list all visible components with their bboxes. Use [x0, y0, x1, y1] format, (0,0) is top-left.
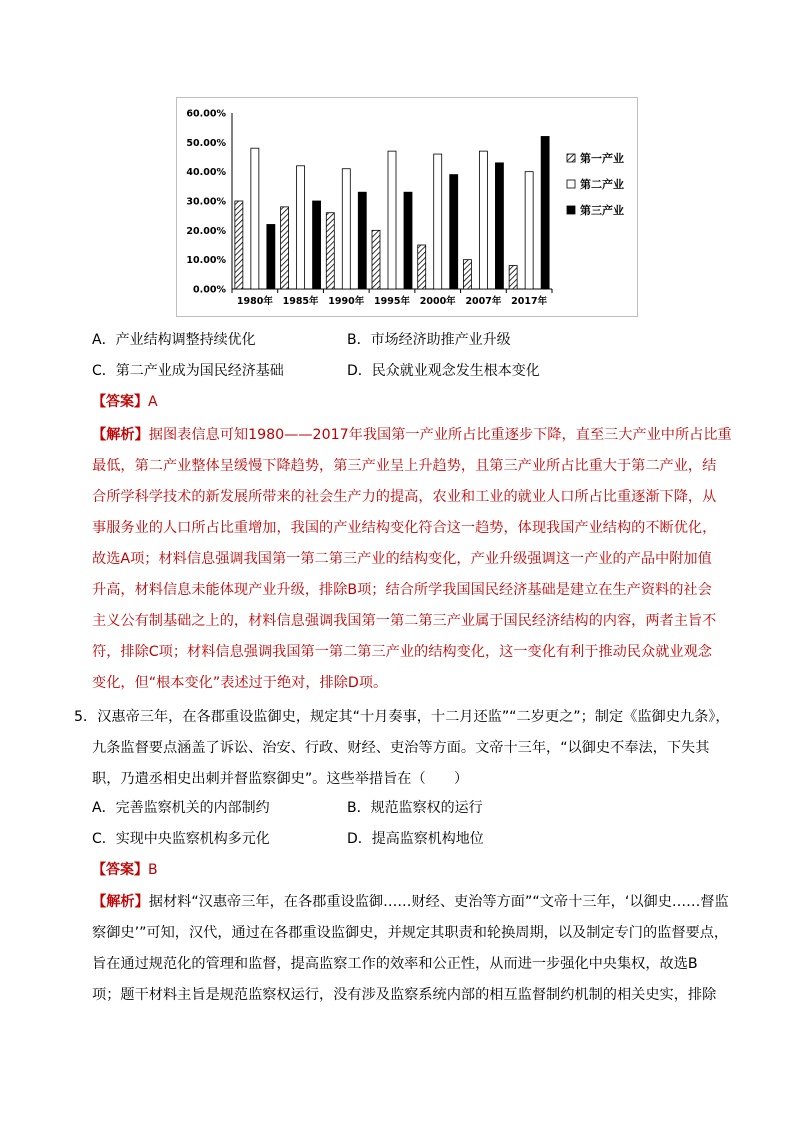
bar-3-2: [313, 201, 321, 289]
analysis-line: 察御史’”可知，汉代，通过在各郡重设监御史，并规定其职责和轮换周期，以及制定专门的监督要点，: [92, 925, 729, 941]
analysis-line: 【解析】据材料“汉惠帝三年，在各郡重设监御……财经、吏治等方面”“文帝十三年，‘以御史……督监: [92, 894, 729, 910]
bar-2-1: [251, 148, 259, 289]
analysis-line: 变化，但“根本变化”表述过于绝对，排除D项。: [92, 675, 388, 691]
bar-2-5: [434, 154, 442, 289]
q4-analysis: [92, 420, 732, 699]
bar-3-4: [404, 192, 412, 289]
x-tick-label: 2017年: [511, 296, 548, 307]
bar-chart-svg: [177, 98, 637, 316]
legend-swatch-1: [567, 154, 575, 162]
q5-option-a: A．完善监察机关的内部制约: [92, 800, 270, 816]
q4-option-a: A．产业结构调整持续优化: [92, 332, 256, 348]
analysis-tag: 【解析】: [92, 894, 149, 910]
analysis-line: 故选A项；材料信息强调我国第一第二第三产业的结构变化，产业升级强调这一产业的产品中附加值: [92, 551, 712, 567]
analysis-line: 主义公有制基础之上的，材料信息强调我国第一第二第三产业属于国民经济结构的内容，两者主旨不: [92, 613, 717, 629]
bar-2-6: [479, 151, 487, 289]
bar-3-6: [495, 163, 503, 289]
q5-stem: [74, 702, 730, 795]
y-tick-label: 40.00%: [186, 167, 226, 179]
y-tick-label: 50.00%: [186, 137, 226, 149]
q4-answer: [92, 392, 158, 412]
legend-label-3: 第三产业: [580, 204, 624, 217]
analysis-line: 最低，第二产业整体呈缓慢下降趋势，第三产业呈上升趋势，且第三产业所占比重大于第二产业，结: [92, 458, 717, 474]
bar-1-3: [326, 213, 334, 289]
chart-legend: [567, 151, 624, 217]
analysis-line: 合所学科学技术的新发展所带来的社会生产力的提高，农业和工业的就业人口所占比重逐渐下降，从: [92, 489, 717, 505]
q5-option-c: C．实现中央监察机构多元化: [92, 831, 270, 847]
bar-3-7: [541, 136, 549, 289]
y-tick-label: 30.00%: [186, 196, 226, 208]
analysis-tag: 【解析】: [92, 427, 149, 443]
answer-tag: 【答案】: [92, 394, 148, 410]
bar-1-5: [418, 245, 426, 289]
x-tick-label: 1990年: [328, 296, 365, 307]
bar-1-1: [235, 201, 243, 289]
stem-line: 5．汉惠帝三年，在各郡重设监御史，规定其“十月奏事，十二月还监”“二岁更之”；制定《监御史九条》，: [74, 709, 730, 725]
bar-1-4: [372, 230, 380, 289]
x-tick-label: 2000年: [419, 296, 456, 307]
analysis-line: 项；题干材料主旨是规范监察权运行，没有涉及监察系统内部的相互监督制约机制的相关史实，排除: [92, 987, 717, 1003]
q5-option-d: D．提高监察机构地位: [347, 831, 484, 847]
legend-label-2: 第二产业: [580, 178, 624, 191]
stem-line: 职，乃遣丞相史出刺并督监察御史”。这些举措旨在（ ）: [92, 771, 469, 787]
analysis-line: 符，排除C项；材料信息强调我国第一第二第三产业的结构变化，这一变化有利于推动民众就业观念: [92, 644, 712, 660]
analysis-line: 旨在通过规范化的管理和监督，提高监察工作的效率和公正性，从而进一步强化中央集权，故选B: [92, 956, 698, 972]
bar-1-7: [509, 266, 517, 289]
bar-2-4: [388, 151, 396, 289]
answer-tag: 【答案】: [92, 862, 148, 878]
x-tick-label: 1980年: [236, 296, 273, 307]
analysis-line: 【解析】据图表信息可知1980——2017年我国第一产业所占比重逐步下降，直至三大产业中所占比重: [92, 427, 732, 443]
analysis-line: 升高，材料信息未能体现产业升级，排除B项；结合所学我国国民经济基础是建立在生产资料的社会: [92, 582, 712, 598]
x-tick-label: 1985年: [282, 296, 319, 307]
y-tick-label: 60.00%: [186, 108, 226, 120]
legend-swatch-2: [567, 180, 575, 188]
q5-option-b: B．规范监察权的运行: [347, 800, 483, 816]
q4-option-c: C．第二产业成为国民经济基础: [92, 363, 284, 379]
q5-analysis: [92, 887, 729, 1011]
q4-option-d: D．民众就业观念发生根本变化: [347, 363, 540, 379]
bar-1-6: [463, 260, 471, 289]
legend-swatch-3: [567, 206, 575, 214]
bar-1-2: [281, 207, 289, 289]
bar-3-3: [358, 192, 366, 289]
q4-option-b: B．市场经济助推产业升级: [347, 332, 511, 348]
y-tick-label: 20.00%: [186, 225, 226, 237]
industry-structure-chart: [176, 97, 638, 317]
x-tick-label: 2007年: [465, 296, 502, 307]
x-tick-label: 1995年: [374, 296, 410, 307]
chart-bars: [235, 136, 549, 289]
q5-answer: [92, 860, 158, 880]
bar-2-2: [297, 166, 305, 289]
stem-line: 九条监督要点涵盖了诉讼、治安、行政、财经、吏治等方面。文帝十三年，“以御史不奉法，下失其: [92, 740, 710, 756]
answer-value: A: [148, 394, 158, 410]
y-tick-label: 0.00%: [193, 284, 226, 296]
legend-label-1: 第一产业: [580, 152, 624, 165]
bar-3-1: [267, 224, 275, 289]
analysis-line: 事服务业的人口所占比重增加，我国的产业结构变化符合这一趋势，体现我国产业结构的不断优化，: [92, 520, 717, 536]
answer-value: B: [148, 862, 158, 878]
bar-2-3: [342, 169, 350, 289]
bar-2-7: [525, 172, 533, 289]
bar-3-5: [450, 175, 458, 289]
y-tick-label: 10.00%: [186, 255, 226, 267]
